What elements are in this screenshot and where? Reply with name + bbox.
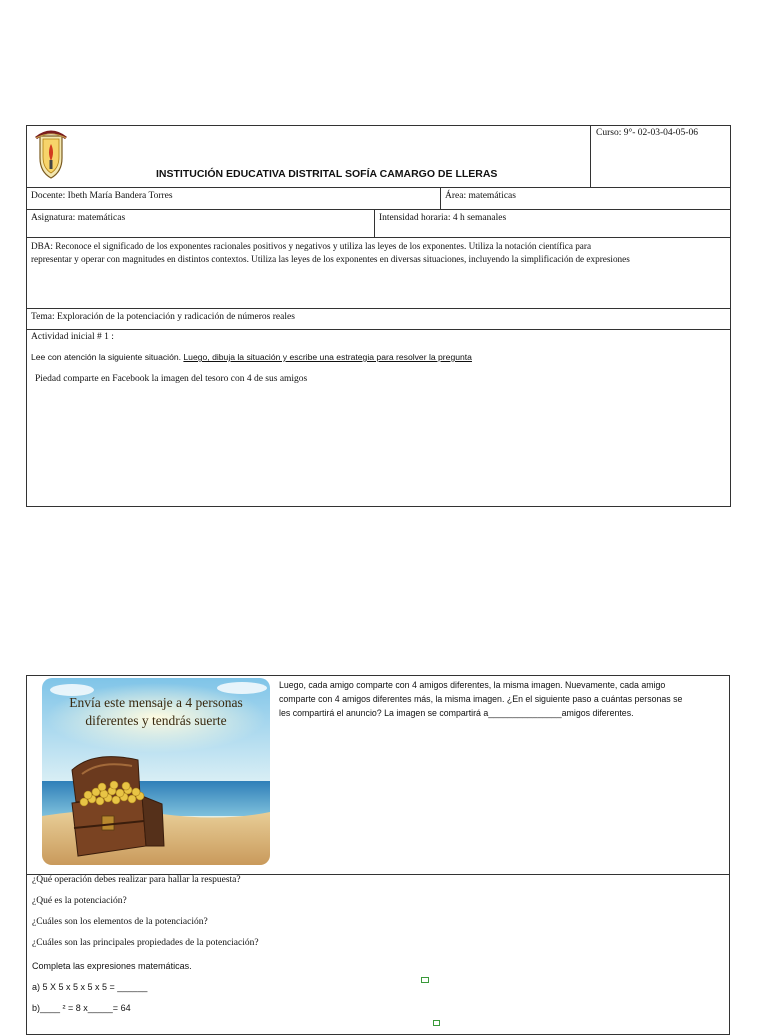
story-text (279, 678, 682, 720)
question-2: ¿Qué es la potenciación? (32, 896, 127, 906)
institution-name: INSTITUCIÓN EDUCATIVA DISTRITAL SOFÍA CAMARGO DE LLERAS (156, 168, 498, 180)
header-row-topic (27, 309, 730, 330)
activity-table (26, 675, 730, 1035)
header-table (26, 125, 731, 507)
treasure-image (42, 678, 270, 865)
small-box-marker-2 (433, 1020, 440, 1026)
dba-line-1: DBA: Reconoce el significado de los exponentes racionales positivos y negativos y utiliza las leyes de los exponentes. Utiliza la notación científica para (31, 241, 592, 251)
story-line-1: Luego, cada amigo comparte con 4 amigos diferentes, la misma imagen. Nuevamente, cada amigo (279, 680, 666, 690)
crest-icon (32, 128, 70, 180)
question-1: ¿Qué operación debes realizar para hallar la respuesta? (32, 875, 241, 885)
header-row-teacher (27, 188, 730, 210)
dba-line-2: representar y operar con magnitudes en distintos contextos. Utiliza las leyes de los exponentes en diversas situaciones, incluyendo la simplificación de expresiones (31, 254, 630, 264)
caption-line-1: Envía este mensaje a 4 personas (69, 695, 243, 710)
school-logo (32, 128, 70, 180)
teacher-label: Docente: Ibeth María Bandera Torres (31, 191, 173, 201)
small-box-marker (421, 977, 429, 983)
area-label: Área: matemáticas (445, 191, 516, 201)
header-row-subject (27, 210, 730, 238)
situation-text: Piedad comparte en Facebook la imagen del tesoro con 4 de sus amigos (35, 374, 308, 384)
story-line-3: les compartirá el anuncio? La imagen se compartirá a_______________amigos diferentes. (279, 708, 634, 718)
question-3: ¿Cuáles son los elementos de la potenciación? (32, 917, 208, 927)
instruction-underlined: Luego, dibuja la situación y escribe una estrategia para resolver la pregunta (183, 352, 472, 362)
activity-instruction (31, 352, 472, 362)
story-line-2: comparte con 4 amigos diferentes más, la misma imagen. ¿En el siguiente paso a cuántas personas se (279, 694, 683, 704)
complete-title: Completa las expresiones matemáticas. (32, 961, 192, 971)
question-4: ¿Cuáles son las principales propiedades de la potenciación? (32, 938, 259, 948)
activity-section (27, 330, 730, 506)
caption-line-2: diferentes y tendrás suerte (85, 713, 227, 728)
topic-label: Tema: Exploración de la potenciación y radicación de números reales (31, 312, 295, 322)
image-row (27, 676, 729, 875)
subject-label: Asignatura: matemáticas (31, 213, 126, 223)
expression-a: a) 5 X 5 x 5 x 5 x 5 = ______ (32, 982, 148, 992)
course-label: Curso: 9°- 02-03-04-05-06 (596, 128, 698, 138)
image-caption (42, 694, 270, 730)
header-row-institution (27, 126, 730, 188)
expression-b: b)____ ² = 8 x_____= 64 (32, 1003, 131, 1013)
activity-title: Actividad inicial # 1 : (31, 332, 114, 342)
instruction-plain: Lee con atención la siguiente situación. (31, 352, 184, 362)
hours-label: Intensidad horaria: 4 h semanales (379, 213, 507, 223)
header-row-dba (27, 238, 730, 309)
